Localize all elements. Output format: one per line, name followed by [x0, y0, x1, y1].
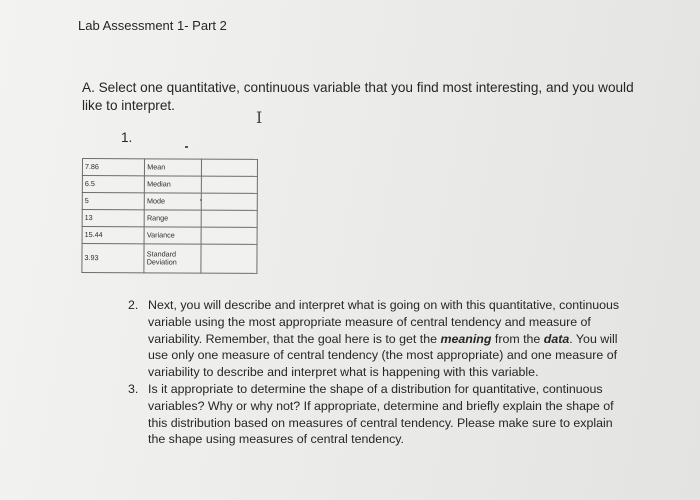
stray-mark [200, 199, 202, 201]
table-cell-value: 7.86 [82, 159, 144, 176]
table-cell-empty [201, 176, 257, 193]
question-number: 3. [128, 381, 139, 396]
document-title: Lab Assessment 1- Part 2 [78, 18, 227, 33]
emphasis-meaning: meaning [440, 331, 492, 346]
table-cell-empty [201, 244, 257, 273]
question-2-text: Next, you will describe and interpret what is going on with this quantitative, continuous variable using the most appropriate measure of central tendency and measure of variability. Remember, that the goal here is to get the [148, 298, 620, 346]
table-cell-empty [201, 210, 257, 227]
question-3-text: Is it appropriate to determine the shape of a distribution for quantitative, continuous variables? Why or why not? If appropriate, determine and briefly explain the shape of this distribution based on measures of central tendency. Please make sure to explain the shape using measures of central tendency. [148, 381, 614, 447]
table-row [82, 244, 257, 274]
question-a-text: A. Select one quantitative, continuous variable that you find most interesting, and you would like to interpret. [82, 80, 634, 113]
table-cell-empty [201, 227, 257, 244]
text-cursor-icon: I [256, 108, 263, 127]
table-cell-label: Range [144, 210, 201, 227]
table-row [82, 227, 257, 245]
table-cell-value: 6.5 [82, 176, 144, 193]
table-row [82, 193, 257, 211]
table-cell-empty [201, 159, 257, 176]
table-row [82, 210, 257, 228]
table-cell-value: 3.93 [82, 244, 144, 273]
statistics-table [81, 158, 258, 274]
table-cell-value: 5 [82, 193, 144, 210]
table-cell-label: Mode [145, 193, 202, 210]
table-row [82, 176, 257, 194]
list-item-question-3 [128, 381, 628, 448]
table-cell-value: 15.44 [82, 227, 144, 244]
table-cell-label: Mean [145, 159, 202, 176]
question-number: 2. [128, 298, 139, 312]
list-item-question-2 [128, 297, 628, 381]
table-cell-label: Median [145, 176, 202, 193]
table-cell-value: 13 [82, 210, 144, 227]
stray-mark [185, 146, 188, 148]
table-cell-empty [201, 193, 257, 210]
question-list [128, 297, 628, 448]
table-cell-label: Standard Deviation [144, 244, 201, 273]
emphasis-data: data [543, 331, 570, 346]
table-cell-label: Variance [144, 227, 201, 244]
item-number-1: 1. [121, 130, 133, 145]
question-2-text: from the [491, 331, 544, 346]
table-row [82, 159, 257, 177]
question-2-text: . You will use only one measure of central tendency (the most appropriate) and one measure of variability to describe and interpret what is happening with this variable. [148, 331, 618, 380]
